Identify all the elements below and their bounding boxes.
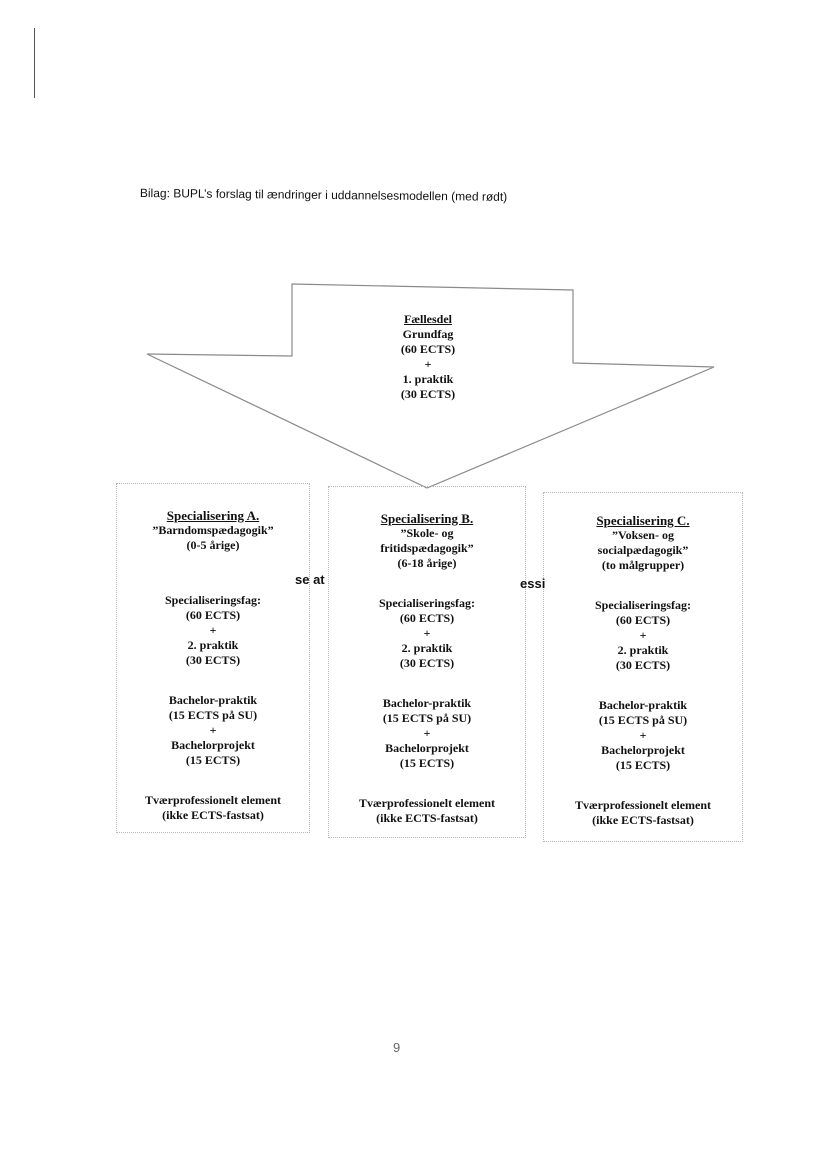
box-title: Specialisering B. bbox=[380, 511, 474, 526]
arrow-line: (30 ECTS) bbox=[400, 387, 456, 401]
box-title: Specialisering A. bbox=[166, 508, 260, 523]
specialisering-c-box bbox=[543, 492, 743, 842]
tvaer-note: (ikke ECTS-fastsat) bbox=[376, 811, 478, 825]
praktik-ects: (30 ECTS) bbox=[615, 658, 671, 672]
page-number: 9 bbox=[393, 1040, 401, 1055]
arrow-title: Fællesdel bbox=[404, 312, 452, 326]
tvaer-note: (ikke ECTS-fastsat) bbox=[592, 813, 694, 827]
tvaer-element: Tværprofessionelt element bbox=[144, 793, 282, 807]
box-name-line: (0-5 årige) bbox=[186, 538, 240, 552]
bachelor-praktik: Bachelor-praktik bbox=[598, 698, 688, 712]
specialisering-b-box bbox=[328, 486, 526, 838]
praktik: 2. praktik bbox=[617, 643, 669, 657]
bachelor-praktik-ects: (15 ECTS på SU) bbox=[382, 711, 472, 725]
text-fragment: se at bbox=[295, 572, 325, 587]
fag-ects: (60 ECTS) bbox=[185, 608, 241, 622]
bachelorprojekt-ects: (15 ECTS) bbox=[185, 753, 241, 767]
plus-sign: + bbox=[639, 728, 647, 742]
fag-ects: (60 ECTS) bbox=[615, 613, 671, 627]
specialisering-a-box bbox=[116, 483, 310, 833]
bachelorprojekt-ects: (15 ECTS) bbox=[399, 756, 455, 770]
arrow-line: + bbox=[424, 357, 432, 371]
page-caption: Bilag: BUPL’s forslag til ændringer i uddannelsesmodellen (med rødt) bbox=[139, 186, 508, 204]
box-name-line: socialpædagogik” bbox=[597, 543, 689, 557]
text-fragment: essi bbox=[520, 576, 546, 591]
praktik-ects: (30 ECTS) bbox=[399, 656, 455, 670]
plus-sign: + bbox=[209, 723, 217, 737]
fag-ects: (60 ECTS) bbox=[399, 611, 455, 625]
box-name-line: ”Voksen- og bbox=[612, 528, 674, 542]
fag-label: Specialiseringsfag: bbox=[165, 593, 261, 607]
plus-sign: + bbox=[639, 628, 647, 642]
bachelor-praktik: Bachelor-praktik bbox=[382, 696, 472, 710]
plus-sign: + bbox=[423, 726, 431, 740]
plus-sign: + bbox=[209, 623, 217, 637]
arrow-line: (60 ECTS) bbox=[400, 342, 456, 356]
arrow-content bbox=[358, 312, 498, 402]
fag-label: Specialiseringsfag: bbox=[379, 596, 475, 610]
bachelorprojekt-ects: (15 ECTS) bbox=[615, 758, 671, 772]
bachelor-praktik-ects: (15 ECTS på SU) bbox=[168, 708, 258, 722]
box-name-line: (to målgrupper) bbox=[601, 558, 685, 572]
praktik: 2. praktik bbox=[401, 641, 453, 655]
box-title: Specialisering C. bbox=[596, 513, 690, 528]
praktik-ects: (30 ECTS) bbox=[185, 653, 241, 667]
arrow-line: 1. praktik bbox=[402, 372, 454, 386]
bachelor-praktik-ects: (15 ECTS på SU) bbox=[598, 713, 688, 727]
tvaer-element: Tværprofessionelt element bbox=[358, 796, 496, 810]
bachelor-praktik: Bachelor-praktik bbox=[168, 693, 258, 707]
box-name-line: fritidspædagogik” bbox=[380, 541, 474, 555]
bachelorprojekt: Bachelorprojekt bbox=[601, 743, 685, 757]
arrow-line: Grundfag bbox=[402, 327, 454, 341]
box-name-line: ”Barndomspædagogik” bbox=[152, 523, 274, 537]
tvaer-element: Tværprofessionelt element bbox=[574, 798, 712, 812]
bachelorprojekt: Bachelorprojekt bbox=[385, 741, 469, 755]
praktik: 2. praktik bbox=[187, 638, 239, 652]
box-name-line: ”Skole- og bbox=[400, 526, 454, 540]
plus-sign: + bbox=[423, 626, 431, 640]
box-name-line: (6-18 årige) bbox=[397, 556, 457, 570]
fag-label: Specialiseringsfag: bbox=[595, 598, 691, 612]
bachelorprojekt: Bachelorprojekt bbox=[171, 738, 255, 752]
tvaer-note: (ikke ECTS-fastsat) bbox=[162, 808, 264, 822]
